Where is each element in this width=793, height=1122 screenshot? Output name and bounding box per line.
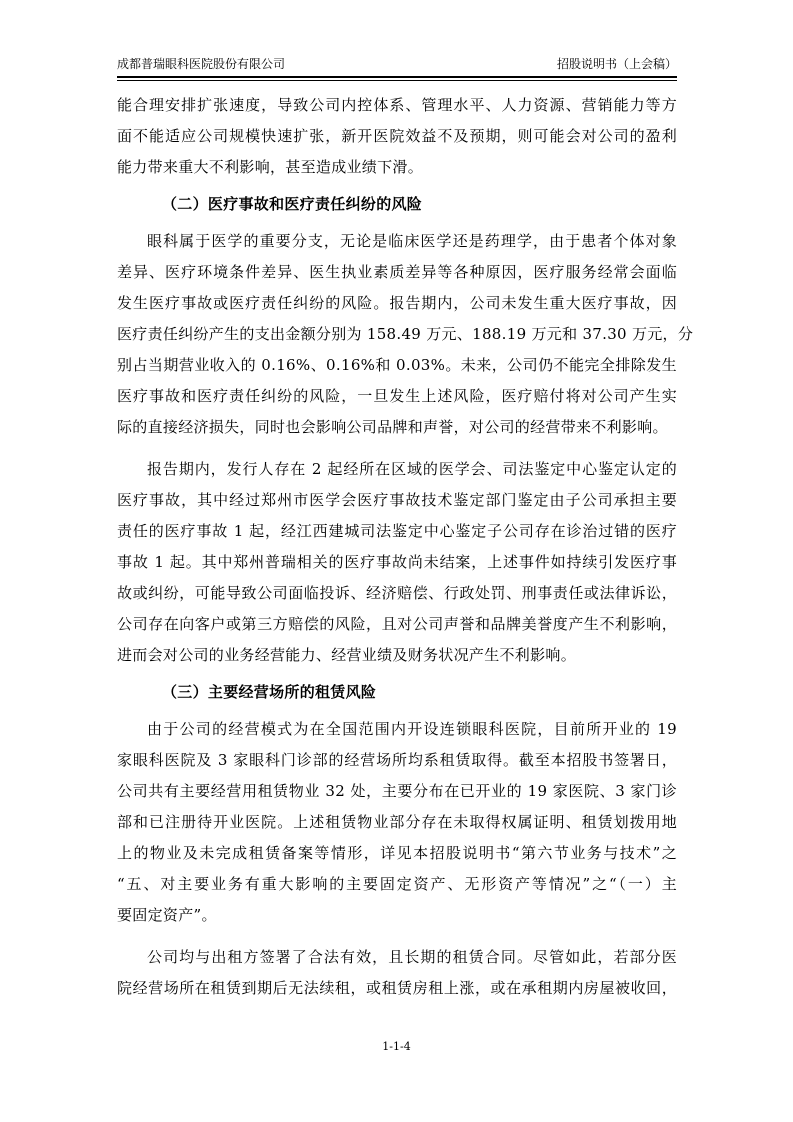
text-line: 发生医疗事故或医疗责任纠纷的风险。报告期内，公司未发生重大医疗事故，因 <box>117 294 677 312</box>
text-line: 要固定资产”。 <box>117 906 217 924</box>
text-line: 故或纠纷，可能导致公司面临投诉、经济赔偿、行政处罚、刑事责任或法律诉讼， <box>117 584 677 602</box>
paragraph-accident-cases <box>117 454 677 671</box>
paragraph-lease-contracts <box>117 942 677 1004</box>
text-line: 进而会对公司的业务经营能力、经营业绩及财务状况产生不利影响。 <box>117 646 577 664</box>
header-company-name: 成都普瑞眼科医院股份有限公司 <box>117 57 286 71</box>
text-line: 家眼科医院及 3 家眼科门诊部的经营场所均系租赁取得。截至本招股书签署日， <box>117 751 677 769</box>
text-line: 医疗事故和医疗责任纠纷的风险，一旦发生上述风险，医疗赔付将对公司产生实 <box>117 387 677 405</box>
text-line: 部和已注册待开业医院。上述租赁物业部分存在未取得权属证明、租赁划拨用地 <box>117 813 677 831</box>
text-line: 报告期内，发行人存在 2 起经所在区域的医学会、司法鉴定中心鉴定认定的 <box>147 460 677 478</box>
section-heading-medical-accident: （二）医疗事故和医疗责任纠纷的风险 <box>162 195 423 213</box>
text-line: “五、对主要业务有重大影响的主要固定资产、无形资产等情况”之“（一）主 <box>117 875 677 893</box>
text-line: 上的物业及未完成租赁备案等情形，详见本招股说明书“第六节业务与技术”之 <box>117 844 677 862</box>
section-heading-lease-risk: （三）主要经营场所的租赁风险 <box>162 683 377 701</box>
header-document-type: 招股说明书（上会稿） <box>556 57 677 71</box>
header-rule <box>117 76 677 78</box>
text-line: 医疗责任纠纷产生的支出金额分别为 158.49 万元、188.19 万元和 37.30 万元，分 <box>117 325 694 343</box>
page-header <box>117 53 677 75</box>
header-rule-thin <box>117 80 677 81</box>
text-line: 由于公司的经营模式为在全国范围内开设连锁眼科医院，目前所开业的 19 <box>147 720 677 738</box>
text-line: 医疗事故，其中经过郑州市医学会医疗事故技术鉴定部门鉴定由子公司承担主要 <box>117 491 677 509</box>
text-line: 能力带来重大不利影响，甚至造成业绩下滑。 <box>117 158 424 176</box>
text-line: 面不能适应公司规模快速扩张，新开医院效益不及预期，则可能会对公司的盈利 <box>117 127 677 145</box>
page-body <box>117 90 694 1004</box>
text-line: 事故 1 起。其中郑州普瑞相关的医疗事故尚未结案，上述事件如持续引发医疗事 <box>117 553 677 571</box>
text-line: 公司共有主要经营用租赁物业 32 处，主要分布在已开业的 19 家医院、3 家门诊 <box>117 782 677 800</box>
text-line: 差异、医疗环境条件差异、医生执业素质差异等各种原因，医疗服务经常会面临 <box>117 263 677 281</box>
page-number: 1-1-4 <box>382 1040 411 1053</box>
text-line: 公司存在向客户或第三方赔偿的风险，且对公司声誉和品牌美誉度产生不利影响， <box>117 615 677 633</box>
paragraph-lease-risk <box>117 714 677 931</box>
paragraph-continued <box>117 90 677 183</box>
text-line: 际的直接经济损失，同时也会影响公司品牌和声誉，对公司的经营带来不利影响。 <box>117 418 668 436</box>
text-line: 责任的医疗事故 1 起，经江西建城司法鉴定中心鉴定子公司存在诊治过错的医疗 <box>117 522 677 540</box>
text-line: 眼科属于医学的重要分支，无论是临床医学还是药理学，由于患者个体对象 <box>147 232 677 250</box>
paragraph-medical-risk <box>117 226 694 443</box>
text-line: 院经营场所在租赁到期后无法续租，或租赁房租上涨，或在承租期内房屋被收回， <box>117 979 677 997</box>
text-line: 别占当期营业收入的 0.16%、0.16%和 0.03%。未来，公司仍不能完全排除发生 <box>117 356 677 374</box>
text-line: 公司均与出租方签署了合法有效，且长期的租赁合同。尽管如此，若部分医 <box>147 948 677 966</box>
text-line: 能合理安排扩张速度，导致公司内控体系、管理水平、人力资源、营销能力等方 <box>117 96 677 114</box>
